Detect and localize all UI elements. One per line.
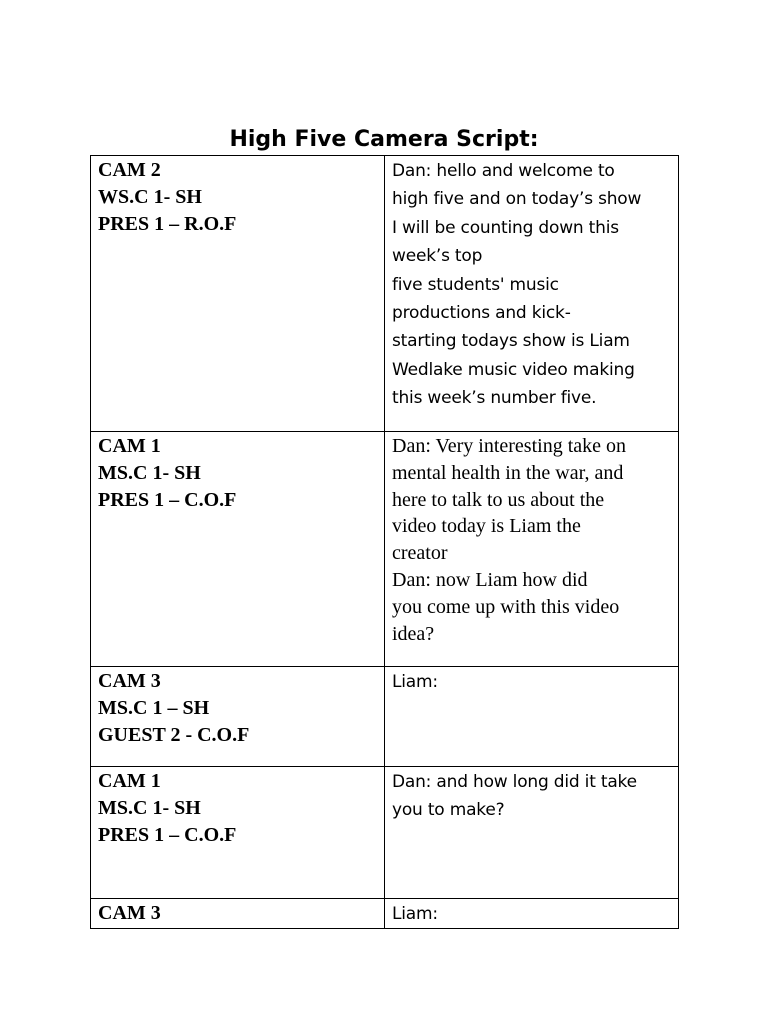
dialogue-line: Dan: hello and welcome to [392, 161, 615, 181]
camera-cell [91, 899, 385, 929]
dialogue-cell [385, 667, 679, 767]
camera-line: WS.C 1- SH [98, 186, 202, 208]
dialogue-line: high five and on today’s show [392, 189, 642, 210]
dialogue-line: Liam: [392, 904, 438, 924]
camera-line: CAM 2 [98, 159, 161, 181]
camera-line: CAM 1 [98, 770, 161, 792]
dialogue-line: Dan: Very interesting take on [392, 435, 627, 457]
dialogue-line: starting todays show is Liam [392, 331, 630, 352]
camera-cell [91, 667, 385, 767]
dialogue-cell [385, 432, 679, 667]
camera-line: PRES 1 – R.O.F [98, 213, 237, 235]
dialogue-cell [385, 899, 679, 929]
camera-line: CAM 1 [98, 435, 161, 457]
dialogue-line: productions and kick- [392, 303, 571, 324]
camera-line: MS.C 1- SH [98, 462, 201, 484]
camera-line: MS.C 1- SH [98, 797, 201, 819]
dialogue-line: this week’s number five. [392, 388, 597, 409]
table-row [91, 432, 679, 667]
dialogue-line: creator [392, 542, 448, 565]
camera-line: CAM 3 [98, 902, 161, 924]
dialogue-cell [385, 767, 679, 899]
dialogue-line: Dan: and how long did it take [392, 772, 637, 792]
dialogue-line: here to talk to us about the [392, 488, 605, 511]
camera-cell [91, 767, 385, 899]
camera-line: MS.C 1 – SH [98, 697, 210, 719]
dialogue-line: Dan: now Liam how did [392, 568, 588, 591]
dialogue-cell [385, 156, 679, 432]
dialogue-line: idea? [392, 622, 435, 645]
camera-line: GUEST 2 - C.O.F [98, 724, 250, 746]
table-row [91, 899, 679, 929]
table-row [91, 156, 679, 432]
dialogue-line: you come up with this video [392, 595, 620, 618]
dialogue-line: Liam: [392, 672, 438, 692]
camera-line: PRES 1 – C.O.F [98, 489, 237, 511]
camera-line: CAM 3 [98, 670, 161, 692]
document-title: High Five Camera Script: [229, 127, 539, 152]
camera-cell [91, 432, 385, 667]
dialogue-line: Wedlake music video making [392, 359, 635, 380]
camera-cell [91, 156, 385, 432]
table-row [91, 767, 679, 899]
dialogue-line: video today is Liam the [392, 515, 581, 538]
camera-script-table [90, 155, 679, 929]
dialogue-line: five students' music [392, 274, 559, 295]
dialogue-line: you to make? [392, 800, 505, 821]
camera-line: PRES 1 – C.O.F [98, 824, 237, 846]
dialogue-line: week’s top [392, 246, 483, 267]
table-row [91, 667, 679, 767]
dialogue-line: I will be counting down this [392, 217, 619, 238]
dialogue-line: mental health in the war, and [392, 461, 624, 484]
